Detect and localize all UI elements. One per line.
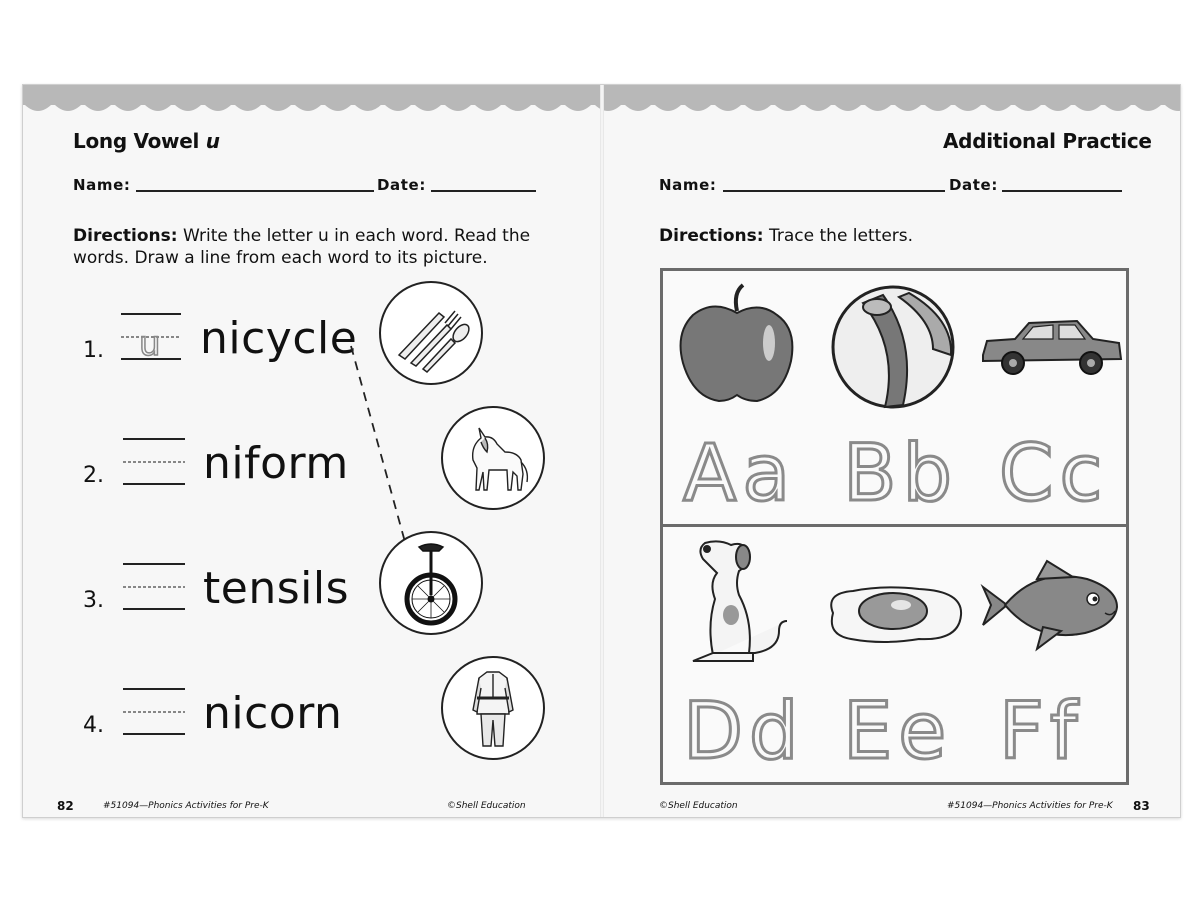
right-footer-publisher: ©Shell Education [659,801,738,811]
egg-icon [823,583,969,647]
left-page-number: 82 [57,799,74,813]
item-word: tensils [203,563,350,614]
trace-box-row-1 [660,268,1129,527]
trace-letters-dd[interactable]: Dd [683,687,805,777]
unicycle-picture[interactable] [379,531,483,635]
left-name-line[interactable] [136,190,374,192]
item-number: 2. [83,463,104,488]
left-footer-series: #51094—Phonics Activities for Pre-K [103,801,269,811]
right-directions-text: Trace the letters. [769,226,914,246]
right-date-line[interactable] [1002,190,1122,192]
left-directions-line1: Write the letter u in each word. Read the [183,226,531,246]
left-footer-publisher: ©Shell Education [447,801,526,811]
left-directions-label: Directions: [73,226,178,246]
apple-icon [673,281,803,409]
uniform-icon [443,658,543,758]
trace-letters-aa[interactable]: Aa [683,429,797,519]
unicycle-icon [381,533,481,633]
item-number: 3. [83,588,104,613]
item-word: niform [203,438,349,489]
right-page-number: 83 [1133,799,1150,813]
utensils-icon [381,283,481,383]
trace-letters-ee[interactable]: Ee [843,687,953,777]
right-date-label: Date: [949,176,998,194]
uniform-picture[interactable] [441,656,545,760]
left-date-label: Date: [377,176,426,194]
handwriting-lines[interactable] [121,686,189,738]
trace-letters-cc[interactable]: Cc [999,429,1109,519]
right-page-title: Additional Practice [943,129,1152,153]
unicorn-picture[interactable] [441,406,545,510]
workbook-spread [22,84,1181,818]
utensils-picture[interactable] [379,281,483,385]
item-number: 1. [83,338,104,363]
right-directions-label: Directions: [659,226,764,246]
traced-answer-u: u [139,324,161,364]
beach-ball-icon [829,283,961,411]
left-page-title: Long Vowel u [73,129,220,153]
left-date-line[interactable] [431,190,536,192]
item-word: nicorn [203,688,343,739]
right-name-line[interactable] [723,190,945,192]
item-word: nicycle [200,313,358,364]
right-footer-series: #51094—Phonics Activities for Pre-K [947,801,1113,811]
handwriting-lines[interactable] [121,561,189,613]
dog-icon [683,535,793,673]
trace-letters-bb[interactable]: Bb [843,429,959,519]
page-gutter [600,85,604,817]
fish-icon [977,557,1123,657]
unicorn-icon [443,408,543,508]
trace-letters-ff[interactable]: Ff [999,687,1084,777]
handwriting-lines[interactable] [121,436,189,488]
left-directions [73,225,530,269]
right-name-label: Name: [659,176,717,194]
item-number: 4. [83,713,104,738]
car-icon [979,315,1125,381]
trace-box-row-2 [660,524,1129,785]
left-name-label: Name: [73,176,131,194]
right-directions [659,225,913,247]
left-directions-line2: words. Draw a line from each word to its picture. [73,248,488,268]
